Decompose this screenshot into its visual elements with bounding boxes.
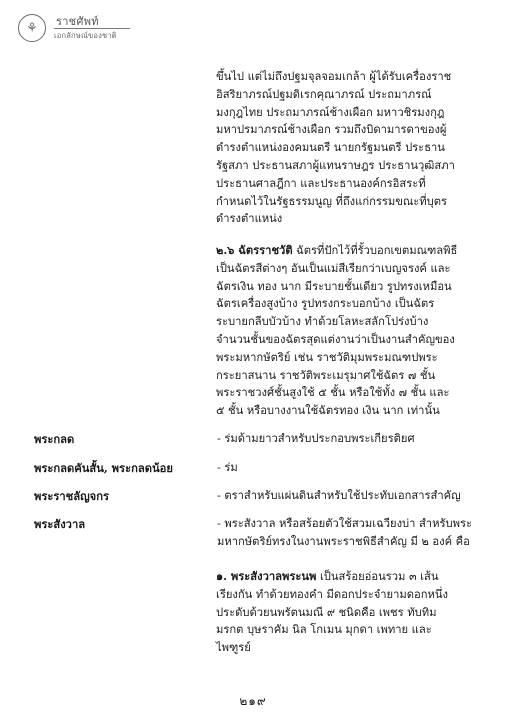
glossary-definition: - พระสังวาล หรือสร้อยตัวใช้สวมเฉวียงบ่า สำหรับพระมหากษัตริย์ทรงในงานพระราชพิธีสำคัญ มี ๒ องค์ คือ [217, 517, 472, 548]
glossary-definition: - ร่มด้ามยาวสำหรับประกอบพระเกียรติยศ [217, 432, 415, 445]
glossary-term: พระราชลัญจกร [34, 489, 110, 503]
section-body: ฉัตรที่ปักไว้ที่รั้วบอกเขตมณฑลพิธี เป็นฉัตรสีต่างๆ อันเป็นแม่สีเรียกว่าเบญจรงค์ และฉัตรเงิน ทอง นาก มีระบายชั้นเดียว รูปทรงเหมือนฉัตรเครื่องสูงบ้าง รูปทรงกระบอกบ้าง เป็นฉัตรระบายกลีบบัวบ้าง ทำด้วยโลหะสลักโปร่งบ้าง จำนวนชั้นของฉัตรสุดแต่งานว่าเป็นงานสำคัญของพระมหากษัตริย์ เช่น ราชวัติมุมพระมณฑปพระกระยาสนาน ราชวัติพระเมรุมาศใช้ฉัตร ๗ ชั้น พระราชวงศ์ชั้นสูงใช้ ๕ ชั้น หรือใช้ทั้ง ๗ ชั้น และ ๕ ชั้น หรือบางงานใช้ฉัตรทอง เงิน นาก เท่านั้น [216, 244, 458, 418]
sub-item-heading: ๑. พระสังวาลพระนพ [216, 569, 317, 583]
glossary-term: พระกลด [34, 432, 75, 446]
glossary-row [34, 487, 460, 505]
glossary-row [34, 430, 460, 448]
header-title: ราชศัพท์ [56, 15, 99, 28]
glossary-definition: - ร่ม [217, 461, 238, 474]
publication-header [14, 10, 214, 44]
emblem-icon: ⚘ [18, 14, 46, 42]
intro-paragraph: ขึ้นไป แต่ไม่ถึงปฐมจุลจอมเกล้า ผู้ได้รับเครื่องราชอิสริยาภรณ์ปฐมดิเรกคุณาภรณ์ ประถมาภรณ์มงกุฎไทย ประถมาภรณ์ช้างเผือก มหาวชิรมงกุฎ มหาปรมาภรณ์ช้างเผือก รวมถึงบิดามารดาของผู้ดำรงตำแหน่งองคมนตรี นายกรัฐมนตรี ประธานรัฐสภา ประธานสภาผู้แทนราษฎร ประธานวุฒิสภา ประธานศาลฎีกา และประธานองค์กรอิสระที่กำหนดไว้ในรัฐธรรมนูญ ที่ถึงแก่กรรมขณะที่บุตรดำรงตำแหน่ง [216, 70, 455, 226]
section-paragraph [216, 242, 458, 420]
section-heading: ๒.๖ ฉัตรราชวัติ [216, 243, 293, 257]
header-subtitle: เอกลักษณ์ของชาติ [54, 28, 130, 42]
glossary-term: พระสังวาล [34, 517, 86, 531]
glossary-definition: - ตราสำหรับแผ่นดินสำหรับใช้ประทับเอกสารสำคัญ [217, 489, 461, 502]
glossary-row [34, 459, 460, 477]
sub-item-paragraph [216, 568, 458, 657]
page-number: ๒๑๙ [239, 694, 267, 708]
glossary-row [34, 515, 472, 548]
glossary-term: พระกลดคันสั้น, พระกลดน้อย [34, 461, 173, 475]
sub-item-body: เป็นสร้อยอ่อนรวม ๓ เส้นเรียงกัน ทำด้วยทองคำ มีดอกประจำยามดอกหนึ่ง ประดับด้วยนพรัตนมณี ๙ ชนิดคือ เพชร ทับทิม มรกต บุษราคัม นิล โกเมน มุกดา เพทาย และไพฑูรย์ [216, 570, 449, 655]
